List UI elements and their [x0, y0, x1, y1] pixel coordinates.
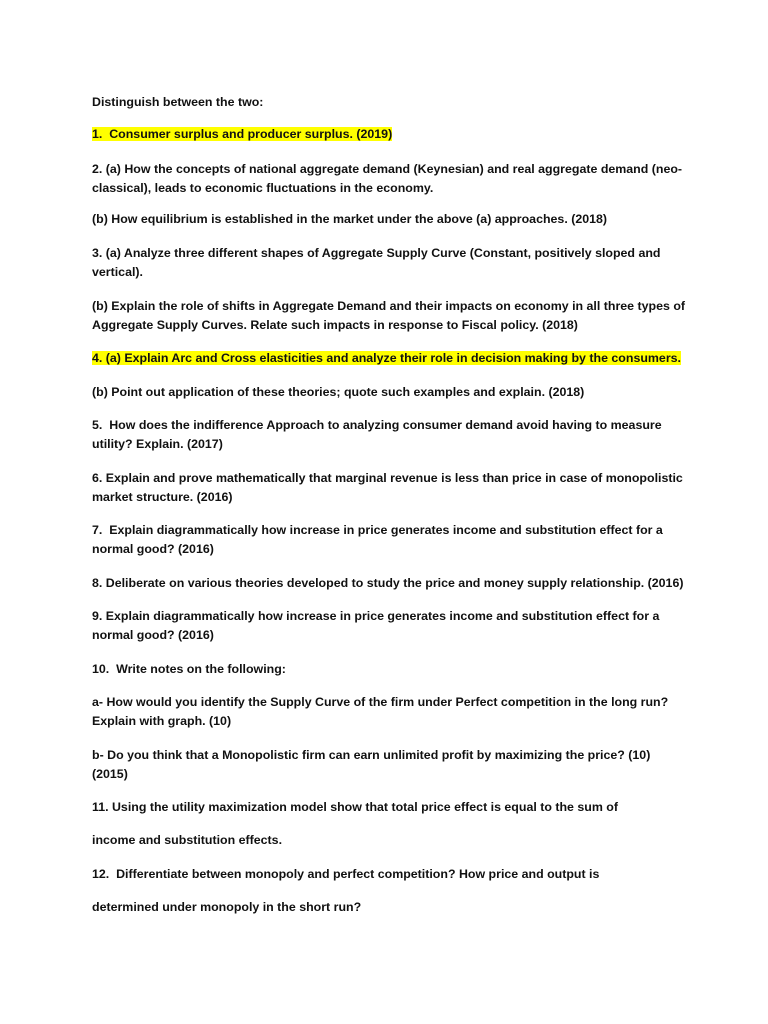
- question-3a: 3. (a) Analyze three different shapes of Aggregate Supply Curve (Constant, positively sloped and vertical).: [92, 246, 664, 279]
- question-8: 8. Deliberate on various theories developed to study the price and money supply relationship. (2016): [92, 576, 684, 590]
- question-1-highlighted-text: 1. Consumer surplus and producer surplus. (2019): [92, 127, 393, 141]
- question-2a: 2. (a) How the concepts of national aggregate demand (Keynesian) and real aggregate demand (neo-classical), leads to economic fluctuations in the economy.: [92, 162, 683, 195]
- question-4a-highlighted-text: 4. (a) Explain Arc and Cross elasticities and analyze their role in decision making by the consumers.: [92, 351, 681, 365]
- question-5: 5. How does the indifference Approach to analyzing consumer demand avoid having to measure utility? Explain. (2017): [92, 418, 666, 451]
- question-4b: (b) Point out application of these theories; quote such examples and explain. (2018): [92, 385, 585, 399]
- question-10a: a- How would you identify the Supply Curve of the firm under Perfect competition in the long run? Explain with graph. (10): [92, 695, 672, 728]
- question-2b: (b) How equilibrium is established in the market under the above (a) approaches. (2018): [92, 212, 608, 226]
- question-7: 7. Explain diagrammatically how increase in price generates income and substitution effect for a normal good? (2016): [92, 523, 667, 556]
- question-6: 6. Explain and prove mathematically that marginal revenue is less than price in case of monopolistic market structure. (2016): [92, 471, 687, 504]
- question-12-line-2: determined under monopoly in the short run?: [92, 900, 362, 914]
- question-12-line-1: 12. Differentiate between monopoly and perfect competition? How price and output is: [92, 867, 600, 881]
- question-11-line-1: 11. Using the utility maximization model show that total price effect is equal to the sum of: [92, 800, 618, 814]
- question-9: 9. Explain diagrammatically how increase in price generates income and substitution effect for a normal good? (2016): [92, 609, 663, 642]
- question-10: 10. Write notes on the following:: [92, 662, 286, 676]
- question-3b: (b) Explain the role of shifts in Aggregate Demand and their impacts on economy in all three types of Aggregate Supply Curves. Relate such impacts in response to Fiscal policy. (2018): [92, 299, 688, 332]
- question-11-line-2: income and substitution effects.: [92, 833, 283, 847]
- question-4a: [92, 349, 688, 368]
- question-10b: b- Do you think that a Monopolistic firm can earn unlimited profit by maximizing the price? (10) (2015): [92, 748, 654, 781]
- question-1: [92, 125, 688, 144]
- intro-text: Distinguish between the two:: [92, 95, 264, 109]
